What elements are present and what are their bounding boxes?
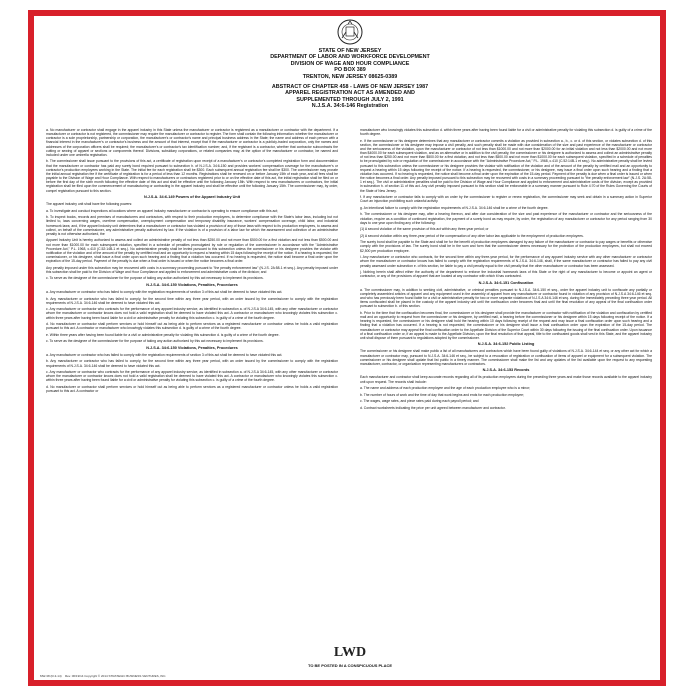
paragraph: c. Any manufacturer or contractor who contracts for the performance of any apparel industry service, as identified in subsection a. of N.J.S.A 34:6-145, with any other manufacturer or contractor whom the manufacturer or contractor knows does not hold a valid registration shall be deemed to have violated this act. A contractor or manufacturer who knowingly violates this subsection c. within three years after having been found liable for a civil or administrative penalty for violating this subsection c. is guilty of a crime of the fourth degree.: [46, 307, 338, 320]
left-column: [46, 128, 338, 636]
paragraph: f. If any manufacturer or contractor fails to comply with an order by the commissioner to register or renew registration, the commissioner may seek and obtain in a summary action in Superior Court an injunction prohibiting such unlawful activity.: [360, 195, 652, 204]
paragraph: e. If the commissioner or his designee determines that any manufacturer or contractor commits a violation as provided in subsection a., b., c. or d. of this section, or violates subsection d. of this section, the commissioner or his designee may impose a civil penalty, and such penalty shall be made with due consideration of the size and past experience of the manufacturer or contractor and the seriousness of the violation, upon the manufacturer or contractor of not less than $1000.00 and not more than $2000.00 for an initial violation and not less than $2000.00 and not more than $4000.00 for each subsequent violation, and as an alternative or in addition to the civil penalty, the commissioner or his designee is authorized to assess and collect an administrative penalty of not less than $250.00 and not more than $500.00 for a first violation, and not less than $500.00 and not more than $1000.00 for each subsequent violation, specified in a schedule of penalties to be promulgated by rule or regulation of the commissioner in accordance with the "Administrative Procedure Act," P.L. 1968, c.410 (C.52:14B-1 et seq.). No administrative penalty shall be levied pursuant to this subsection unless the commissioner or his designee provides the violator with notification of the violation and of the amount of the penalty by certified mail and an opportunity to request a hearing within 15 days following the receipt of the notice. If a hearing is requested, the commissioner, or his designee, may issue a final order upon such hearing and a finding that a violation has occurred. If no hearing is requested, the notice shall become a final order upon the expiration of the 15-day period. Payment of the penalty is due when a final order is issued or when the notice becomes a final order. Any penalty imposed pursuant to this subsection may be recovered with costs in a summary proceeding pursuant to "the penalty enforcement law" (N.J.S. 2A:58-1 et seq.). The civil or administrative penalties shall be paid to the Division of Wage and Hour Compliance and applied to enforcement and administrative costs of the division, except as provided in subsection h. of section 11 of this act. Any civil penalty imposed pursuant to this section shall be enforceable in a summary manner pursuant to Rule 4:70 of the Rules Governing the Courts of the State of New Jersey.: [360, 138, 652, 193]
paragraph: h. The commissioner or his designee may, after a hearing thereon, and after due consideration of the size and past experience of the manufacturer or contractor and the seriousness of the violation, require as a condition of continued registration, the payment of a surety bond as may require, by order, the registration of any manufacturer or contractor for any period ranging from 30 days to one year upon finding any of the following:: [360, 212, 652, 225]
lwd-logo-text: LWD: [334, 645, 366, 660]
paragraph: g. An intentional failure to comply with the registration requirements of N.J.S.A. 34:6-146 shall be a crime of the fourth degree.: [360, 205, 549, 210]
section-heading: N.J.S.A. 34:6-151 Confiscation: [478, 280, 534, 285]
title-act: APPAREL REGISTRATION ACT AS AMENDED AND: [285, 90, 415, 97]
paragraph: Each manufacturer and contractor shall keep accurate records regarding all of its production employees during the preceding three years and make those records available to the apparel industry unit upon request. The records shall include:: [360, 375, 652, 384]
paragraph: Any penalty imposed under this subsection may be recovered with costs in a summary proceeding pursuant to "the penalty enforcement law" (N.J.S. 2A:58-1 et seq.). Any penalty imposed under this subsection shall be paid to the Division of Wage and Hour Compliance and applied to enforcement and administrative costs of the division; and: [46, 265, 338, 274]
paragraph: d. No manufacturer or contractor shall perform services or hold himself out as being able to perform services as a registered manufacturer or contractor unless he holds a valid registration pursuant to this act. A contractor or manufacturer who knowingly violates this subsection d. is guilty of a crime of the fourth degree.: [46, 322, 338, 331]
paragraph: manufacturer who knowingly violates this subsection d. within three years after having been found liable for a civil or administrative penalty for violating this subsection d. is guilty of a crime of the fourth degree.: [360, 128, 652, 137]
paragraph: c. Any manufacturer or contractor who contracts for the performance of any apparel industry service, as identified in subsection a. of N.J.S.A 34:6-145, with any other manufacturer or contractor whom the manufacturer or contractor knows does not hold a valid registration shall be deemed to have violated this act. A contractor or manufacturer who knowingly violates this subsection c. within three years after having been found liable for a civil or administrative penalty for violating this subsection c. is guilty of a crime of the fourth degree.: [46, 370, 338, 383]
paragraph: Apparel Industry Unit is hereby authorized to assess and collect an administrative penalty of not less than $250.00 and not more than $500.00 for a first violation and not less than $500.00 and not more than $1000.00 for each subsequent violation, specified in a schedule of penalties promulgated by rule or regulation of the commissioner in accordance with the "Administrative Procedure Act," P.L. 1968, c.410 (C.52:14B-1 et seq.). No administrative penalty shall be levied pursuant to this subsection unless the commissioner or his designee provides the violator with notification of the violation and of the amount of the penalty by certified mail and an opportunity to request a hearing within 15 days following the receipt of the notice. If a hearing is requested, the commissioner, or his designee, shall issue a final order upon such hearing and a finding that a violation has occurred. If no hearing is requested, the notice shall become a final order upon the expiration of the 15-day period. Payment of the penalty is due when a final order is issued or when the notice becomes a final order.: [46, 238, 338, 264]
paragraph: a. Any manufacturer or contractor who has failed to comply with the registration requirements of section 3 of this act shall be deemed to have violated this act.: [46, 352, 283, 357]
copyright: Rev. 06/19/14 Copyright © 2014 STRATEGIC BUSINESS VENTURES, INC.: [64, 674, 167, 678]
footer-meta: [40, 674, 660, 678]
paragraph: a. No manufacturer or contractor shall engage in the apparel industry in this State unless the manufacturer or contractor is registered as a manufacturer or contractor with the department. If a manufacturer or contractor is not registered, the commissioner may require the manufacturer or contractor to register. The form shall contain the following information: whether the manufacturer or contractor is a sole proprietorship, partnership or corporation, the manufacturer's or contractor's name and principal business address in the State; the name and address of each person with a financial interest in the manufacturer's or contractor's business and the amount of that interest, except that if the manufacturer or contractor is a publicly-traded corporation, only the names and addresses of the corporation officers shall be required; the manufacturer's or contractor's tax identification number; and, if the registrant is a contractor, whether that contractor subcontracts the cutting or sewing of apparel or sections or components thereof. Divisions, subsidiary corporations, or related companies may, at the option of the manufacturer or contractor, be named and included under one umbrella registration.: [46, 128, 338, 157]
paragraph: b. To inspect books, records and premises of manufacturers and contractors, with respect to their production employees, to determine compliance with the State's labor laws, including but not limited to, laws concerning wages, overtime compensation, unemployment compensation and temporary disability insurance, workers' compensation coverage, child labor, and industrial homework laws; and, if the apparel industry unit determines that a manufacturer or contractor has violated a provision of any of those laws with respect to its production employees, to assess and collect, on behalf of the commissioner, any administrative penalty authorized by law. If the violation is of a provision of a labor law for which the assessment and collection of an administrative penalty is not otherwise authorized, the: [46, 215, 338, 236]
state-seal-icon: [336, 18, 364, 46]
body-columns: [46, 128, 652, 636]
paragraph: e. Within three years after having been found liable for a civil or administrative penalty for violating this subsection d. is guilty of a crime of the fourth degree.: [46, 332, 280, 337]
poster-header: [40, 48, 660, 110]
paragraph: j. Nothing herein shall affect either the authority of the department to enforce the industrial homework laws of this State or the right of any manufacturer to become or appoint an agent or contractor, or any of the provisions of apparel that are located at any contractor with which it has contracted.: [360, 270, 652, 279]
section-heading: N.J.S.A. 34:6-152 Public Listing: [477, 342, 535, 347]
header-department: DEPARTMENT OF LABOR AND WORKFORCE DEVELOPMENT: [270, 54, 430, 61]
section-heading: N.J.S.A. 34:6-149 Powers of the Apparel Industry Unit: [143, 195, 241, 200]
paragraph: a. Any manufacturer or contractor who has failed to comply with the registration requirements of section 3 of this act shall be deemed to have violated this act.: [46, 289, 283, 294]
paragraph: b. Any manufacturer or contractor who has failed to comply, for the second time within any three year period, with an order issued by the commissioner to comply with the registration requirements of N.J.S.A. 34:6-146 shall be deemed to have violated this act.: [46, 359, 338, 368]
header-state: STATE OF NEW JERSEY: [318, 48, 382, 54]
paragraph: c. To serve as the designee of the commissioner for the purpose of taking any action authorized by this act necessary to implement its provisions.: [46, 339, 264, 344]
paragraph: c. The wages, wage rates, and piece rates paid during each payroll period; and: [360, 399, 479, 404]
paragraph: The surety bond shall be payable to the State and shall be for the benefit of production employees damaged by any failure of the manufacturer or contractor to pay wages or benefits or otherwise comply with the provisions of law. The surety bond shall be in the sum and form that the commissioner deems necessary for the protection of the production employees, but shall not exceed $2,500 per production employee.: [360, 240, 652, 253]
paragraph: b. The commissioner shall issue pursuant to the provisions of this act, a certificate of registration upon receipt of a manufacturer's or contractor's completed registration form and documentation that the manufacturer or contractor has paid any surety bond required pursuant to subsection h. of N.J.S.A. 34:6-150 and provides workers' compensation coverage for the manufacturer's or contractor's production employees working in the State. The initial fee for each registration shall be $300. Each subsequent annual registration fee shall be $300. The commissioner may prorate the initial annual registration fee if the certificate of registration is for a period of less than 12 months. Registrations shall be renewed on or before January 15th of each year, and all fees shall be payable to the Division of Wage and Hour Compliance. With respect to manufacturers or contractors registered prior to or on the effective date of this act, the initial registration shall be filed on or before the first day of the sixth month following the effective date of this act and shall be effective until the following January 15th. With respect to new manufacturers or contractors, the initial registration shall be filed upon the commencement of manufacturing or contracting in the apparel industry and shall be effective until the following January 15th. The commissioner may, by order, compel registration pursuant to this section.: [46, 159, 338, 193]
title-supplemented: SUPPLEMENTED THROUGH JULY 2, 1991: [296, 96, 404, 103]
paragraph: a. The name and address of each production employee and the age of each production employee who is a minor;: [360, 386, 531, 391]
paragraph: The apparel industry unit shall have the following powers:: [46, 202, 133, 207]
title-registration: N.J.S.A. 34:6-146 Registration: [311, 103, 389, 110]
paragraph: b. The number of hours of work and the time of day that work begins and ends for each production employee;: [360, 392, 524, 397]
form-code: MW-38 (R-3-14): [40, 674, 62, 678]
lwd-logo: [334, 640, 366, 662]
section-heading: N.J.S.A. 34:6-153 Records: [482, 368, 530, 373]
right-column: [360, 128, 652, 636]
header-division: DIVISION OF WAGE AND HOUR COMPLIANCE: [290, 60, 410, 67]
paragraph: (2) A second violation within any three-year period of the compensation of any other labor law applicable to the employment of production employees.: [360, 233, 584, 238]
paragraph: (1) A second violation of the same provision of this act within any three-year period; or: [360, 227, 489, 232]
paragraph: b. Prior to the time that the confiscation becomes final, the commissioner or his designee shall provide the manufacturer or contractor with notification of the violation and confiscation by certified mail and an opportunity to request from the commissioner or his designee, by certified mail, a hearing before the commissioner or his designee within 15 days following receipt of the notice. If a hearing is requested, the commissioner or his designee shall hold the hearing within 10 days following receipt of the request and may issue a final confiscation order upon such hearing and a finding that a violation has occurred. If a hearing is not requested, the commissioner or his designee shall issue a final confiscation order upon the expiration of the 15-day period. The manufacturer or contractor may appeal the final confiscation order to the Appellate Division of the Superior Court within 30 days following the issuing of the final confiscation order. Upon issuance of a final confiscation order or, if an appeal is made to the Appellate Division, upon the final resolution of that appeal, title to the confiscated goods shall vest in this State, and the apparel industry unit shall dispose of them pursuant to regulations adopted by the commissioner.: [360, 310, 652, 340]
header-city: TRENTON, NEW JERSEY 08625-0389: [302, 73, 398, 80]
paragraph: i. Any manufacturer or contractor who contracts, for the second time within any three-year period, for the performance of any apparel industry service with any other manufacturer or contractor whom the manufacturer or contractor knows has failed to comply with the registration requirements of N.J.S.A. 34:6-146, shall, if the same manufacturer or contractor has failed to pay any civil penalty assessed under subsection e. of this section, be liable to pay a civil penalty equal to the civil penalty that the other manufacturer or contractor has been assessed.: [360, 255, 652, 268]
paragraph: a. The commissioner may, in addition to seeking civil, administrative, or criminal penalties pursuant to N.J.S.A. 34:6-150 et seq., order the apparel industry unit to confiscate any partially or completely assembled articles of apparel and any equipment used in the assembly of apparel from any manufacturer or contractor found in violation of any provision of N.J.S.A 34:6-146 et seq. and who has previously been found liable for a civil or administrative penalty for two or more separate violations of N.J.S.A 34:6-146 et seq. during the immediately preceding three year period. All items confiscated shall be placed in the custody of the apparel industry unit until the confiscation order becomes final and until the final resolution of any appeal of the final confiscation order pursuant to subsection b. of this section.: [360, 287, 652, 309]
paragraph: d. No manufacturer or contractor shall perform services or hold himself out as being able to perform services as a registered manufacturer or contractor unless he holds a valid registration pursuant to this act. A contractor or: [46, 384, 338, 394]
section-heading: N.J.S.A. 34:6-150 Violations, Penalties, Procedures: [146, 345, 238, 350]
section-heading: N.J.S.A. 34:6-150 Violations, Penalties, Procedures: [146, 282, 238, 287]
paragraph: a. To investigate and conduct inspections at locations where an apparel industry manufacturer or contractor is operating to ensure compliance with this act;: [46, 208, 278, 213]
title-abstract: ABSTRACT OF CHAPTER 458 - LAWS OF NEW JERSEY 1987: [271, 84, 429, 91]
paragraph: b. Any manufacturer or contractor who has failed to comply, for the second time within any three year period, with an order issued by the commissioner to comply with the registration requirements of N.J.S.A. 34:6-146 shall be deemed to have violated this act.: [46, 296, 338, 305]
paragraph: c. To serve as the designee of the commissioner for the purpose of taking any action authorized by this act necessary to implement its provisions.: [46, 276, 264, 281]
posting-note: TO BE POSTED IN A CONSPICUOUS PLACE: [307, 663, 393, 668]
paragraph: d. Contract worksheets indicating the price per unit agreed between manufacturer and contractor.: [360, 405, 506, 410]
paragraph: The commissioner or his designee shall make public a list of all manufacturers and contractors which have been found guilty of violations of N.J.S.A. 34:6-144 et seq. or any other act for which a manufacturer or contractor may, pursuant to N.J.S.A. 34:6-146 et seq., be subject to a revocation of registration or confiscation of items of apparel or equipment for a subsequent violation. The commissioner or his designee shall update that list public in a timely manner. The commissioner shall make the list and any updates of the list available upon the request to any requesting manufacturer, contractor, or organization representing manufacturers or contractors.: [360, 349, 652, 366]
header-pobox: PO BOX 389: [334, 67, 366, 74]
